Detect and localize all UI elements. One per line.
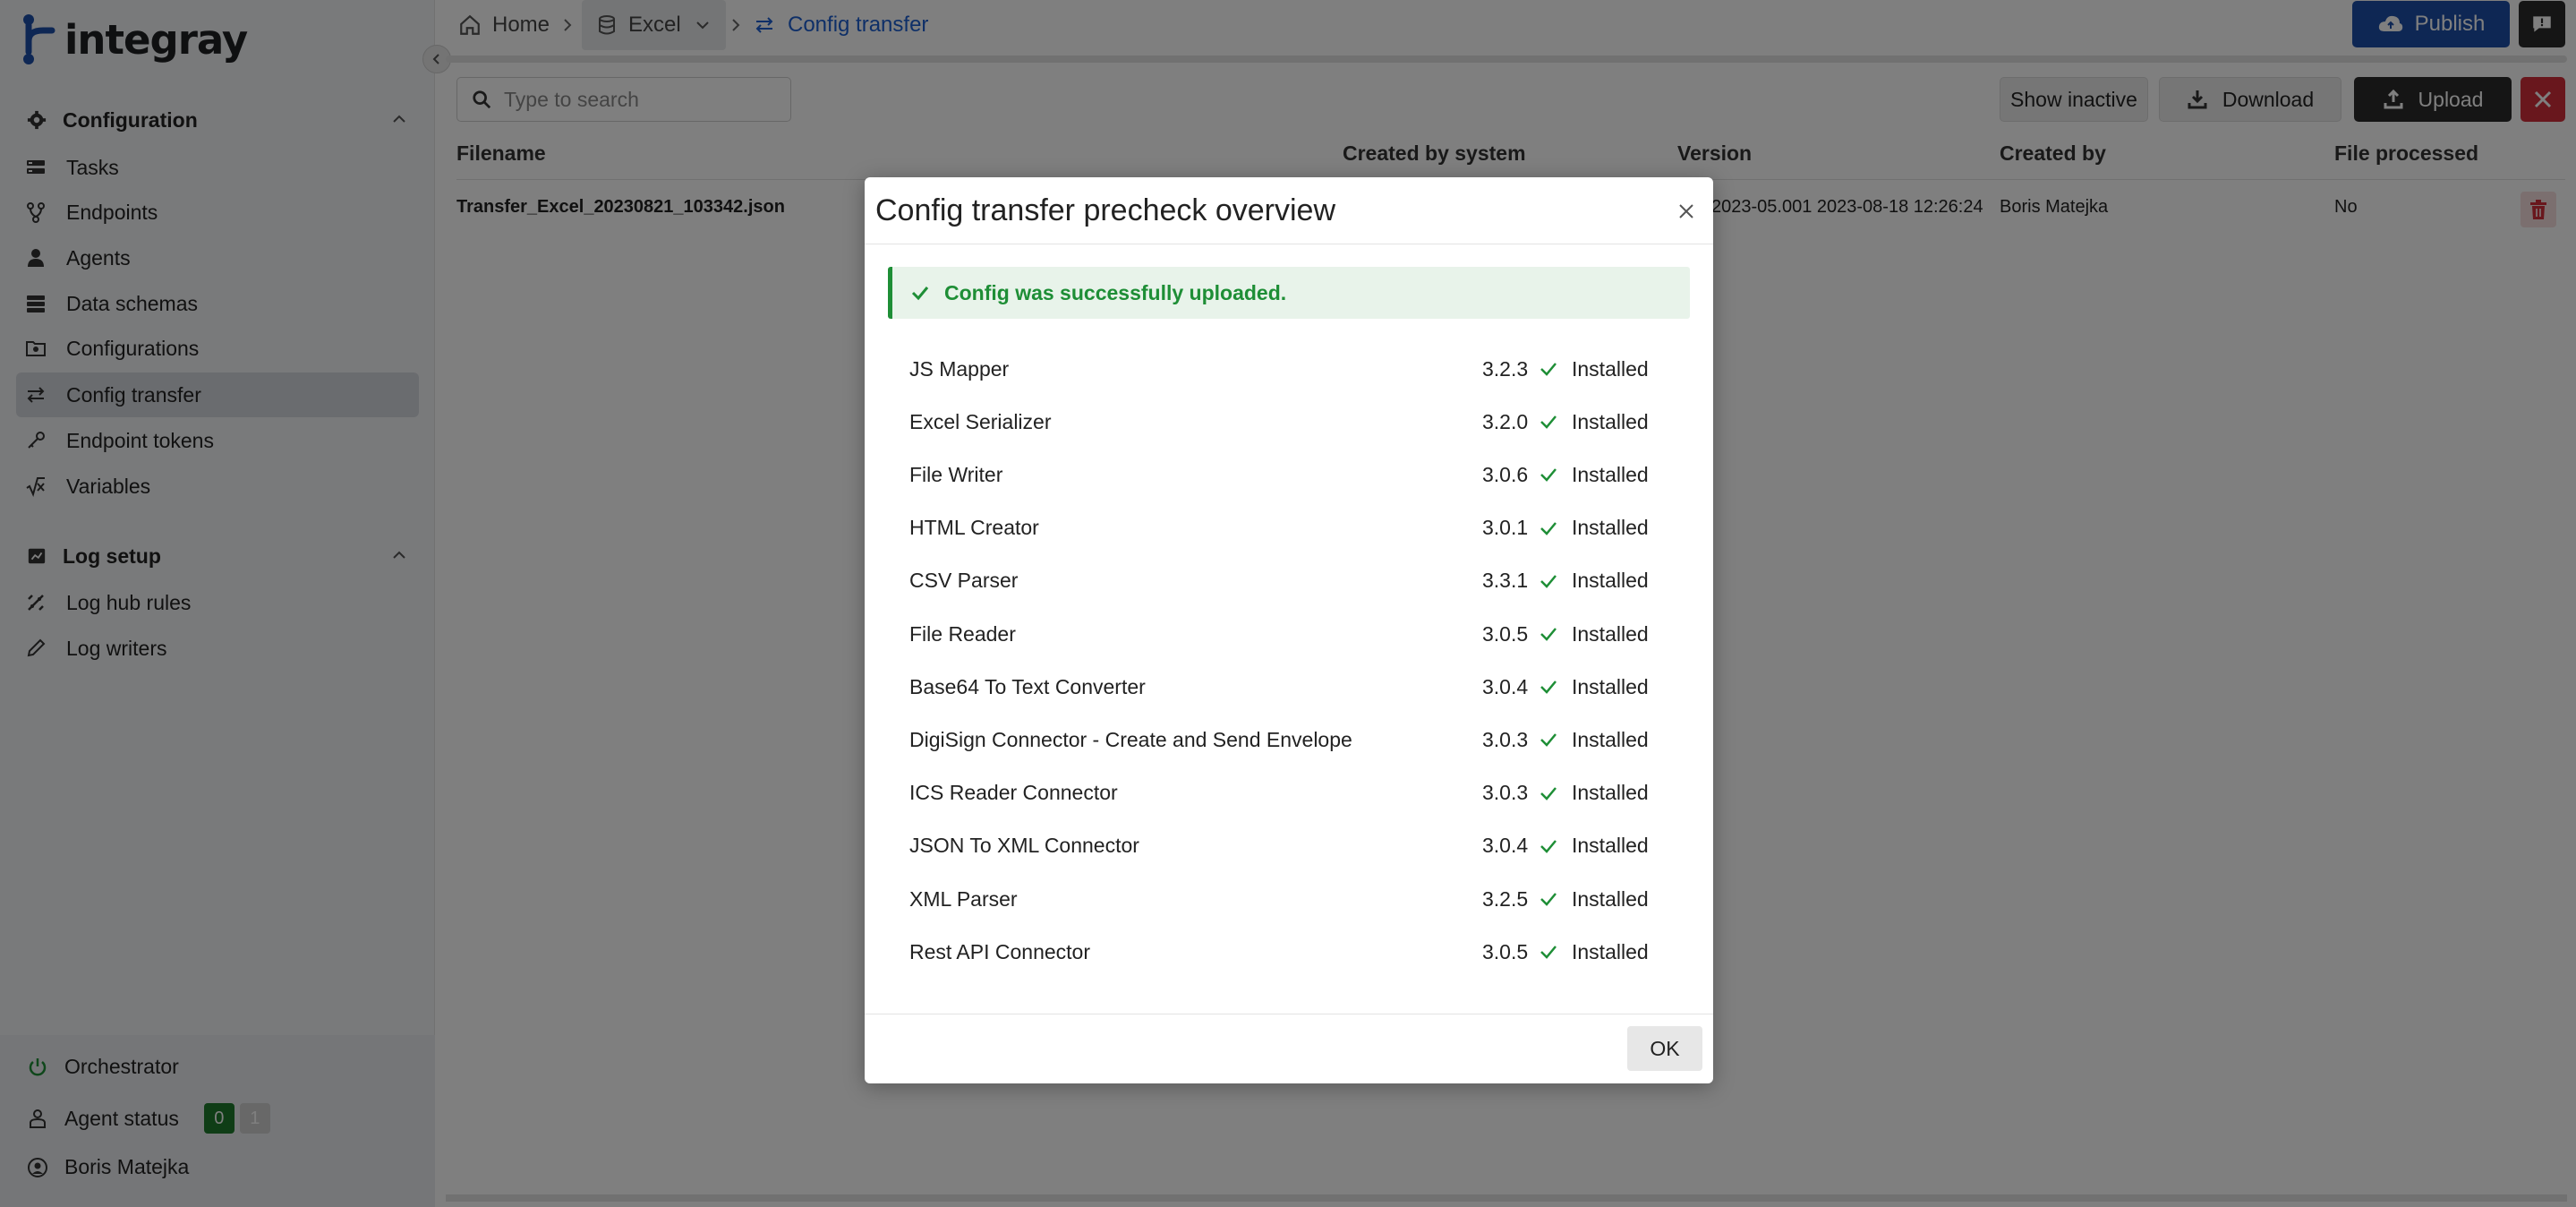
plugin-status: Installed (1572, 939, 1649, 963)
check-icon (1538, 518, 1559, 539)
check-icon (910, 283, 930, 303)
check-icon (1538, 570, 1559, 592)
plugin-status: Installed (1572, 834, 1649, 858)
plugin-status: Installed (1572, 569, 1649, 593)
plugin-status: Installed (1572, 356, 1649, 381)
plugin-name: File Reader (909, 621, 1016, 646)
plugin-row (909, 828, 1683, 864)
check-icon (1538, 729, 1559, 750)
check-icon (1538, 941, 1559, 963)
plugin-version: 3.0.4 (1482, 834, 1529, 858)
plugin-version: 3.0.3 (1482, 727, 1529, 751)
plugin-row (909, 404, 1683, 440)
plugin-name: Rest API Connector (909, 939, 1090, 963)
plugin-row (909, 881, 1683, 917)
ok-button[interactable] (1627, 1026, 1702, 1071)
plugin-row (909, 934, 1683, 970)
success-alert (888, 267, 1690, 319)
check-icon (1538, 623, 1559, 645)
ok-label: OK (1650, 1036, 1680, 1060)
plugin-status: Installed (1572, 516, 1649, 540)
plugin-row (909, 722, 1683, 758)
plugin-name: HTML Creator (909, 516, 1039, 540)
success-alert-text: Config was successfully uploaded. (944, 280, 1287, 304)
plugin-row (909, 669, 1683, 705)
plugin-version: 3.3.1 (1482, 569, 1529, 593)
plugin-version: 3.2.5 (1482, 886, 1529, 911)
plugin-version: 3.0.5 (1482, 621, 1529, 646)
check-icon (1538, 783, 1559, 804)
modal-title: Config transfer precheck overview (875, 193, 1336, 227)
plugin-row (909, 457, 1683, 492)
plugin-name: Excel Serializer (909, 409, 1052, 433)
plugin-version: 3.0.4 (1482, 674, 1529, 698)
plugin-status: Installed (1572, 621, 1649, 646)
plugin-status: Installed (1572, 674, 1649, 698)
check-icon (1538, 676, 1559, 698)
plugin-status: Installed (1572, 781, 1649, 805)
plugin-name: JSON To XML Connector (909, 834, 1139, 858)
plugin-name: DigiSign Connector - Create and Send Envelope (909, 727, 1352, 751)
plugin-name: CSV Parser (909, 569, 1019, 593)
check-icon (1538, 358, 1559, 380)
close-icon (1677, 202, 1695, 220)
plugin-row (909, 510, 1683, 546)
plugin-name: ICS Reader Connector (909, 781, 1118, 805)
plugin-version: 3.2.3 (1482, 356, 1529, 381)
check-icon (1538, 835, 1559, 857)
check-icon (1538, 464, 1559, 485)
check-icon (1538, 411, 1559, 432)
precheck-modal (865, 177, 1713, 1083)
plugin-status: Installed (1572, 886, 1649, 911)
plugin-row (909, 616, 1683, 652)
plugin-name: File Writer (909, 462, 1003, 486)
plugin-status: Installed (1572, 409, 1649, 433)
plugin-version: 3.0.3 (1482, 781, 1529, 805)
plugin-row (909, 351, 1683, 387)
plugin-name: Base64 To Text Converter (909, 674, 1146, 698)
plugin-name: JS Mapper (909, 356, 1010, 381)
plugin-row (909, 563, 1683, 599)
plugin-status: Installed (1572, 727, 1649, 751)
plugin-name: XML Parser (909, 886, 1018, 911)
plugin-version: 3.0.6 (1482, 462, 1529, 486)
plugin-version: 3.2.0 (1482, 409, 1529, 433)
check-icon (1538, 888, 1559, 910)
plugin-version: 3.0.5 (1482, 939, 1529, 963)
plugin-row (909, 775, 1683, 811)
modal-close-button[interactable] (1674, 199, 1699, 224)
plugin-version: 3.0.1 (1482, 516, 1529, 540)
plugin-status: Installed (1572, 462, 1649, 486)
